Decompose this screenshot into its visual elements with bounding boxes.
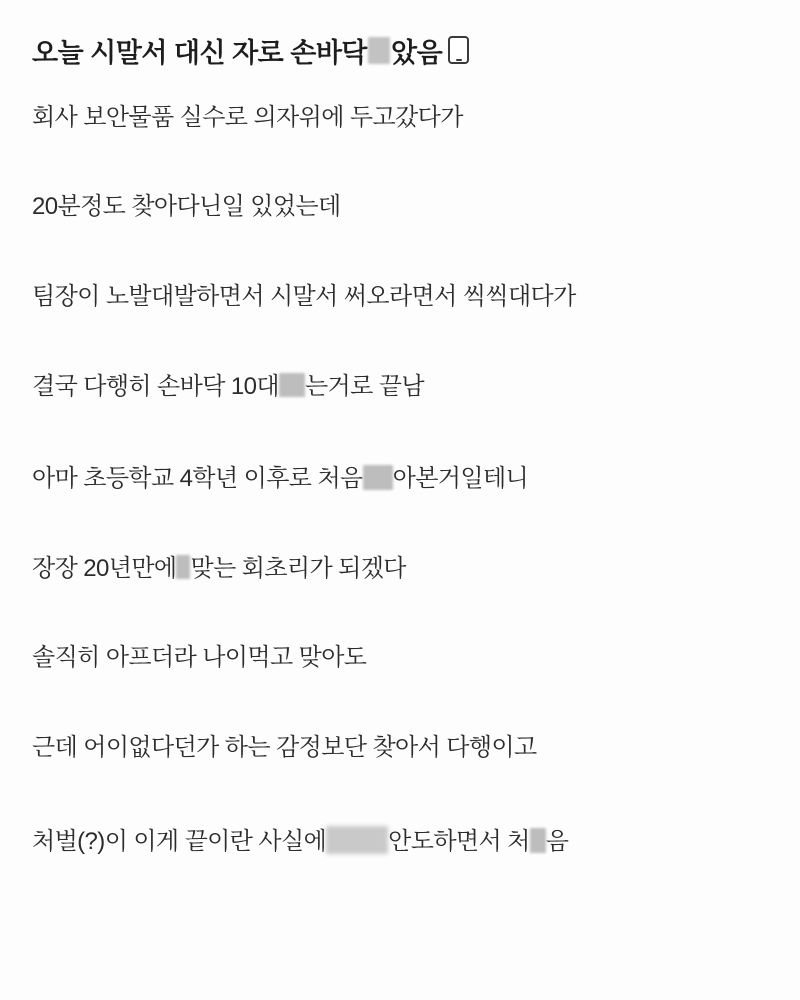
redaction-mask	[368, 37, 390, 64]
line-segment: 20분정도 찾아다닌일 있었는데	[32, 193, 341, 221]
line-segment: 안도하면서 처	[388, 828, 530, 856]
line-segment: 맞는 회초리가 되겠다	[190, 554, 406, 582]
body-text	[32, 102, 770, 859]
text-line	[32, 642, 770, 674]
line-segment: 결국 다행히 손바닥 10대	[32, 373, 279, 401]
text-line	[32, 281, 770, 313]
text-line	[32, 191, 770, 223]
page-title	[32, 28, 770, 72]
line-segment: 는거로 끝남	[304, 373, 424, 401]
line-segment: 아본거일테니	[392, 464, 529, 492]
text-line	[32, 732, 770, 764]
line-segment: 음	[545, 828, 569, 856]
text-line	[32, 821, 770, 858]
line-segment: 솔직히 아프더라 나이먹고 맞아도	[32, 644, 367, 672]
redaction-mask	[279, 373, 305, 397]
text-line	[32, 552, 770, 585]
text-line	[32, 370, 770, 403]
redaction-mask	[176, 555, 190, 579]
title-prefix: 오늘 시말서 대신 자로 손바닥	[32, 37, 367, 68]
line-segment: 장장 20년만에	[32, 554, 177, 582]
title-text	[32, 31, 469, 70]
redaction-mask	[363, 465, 393, 490]
redaction-mask	[530, 828, 546, 853]
line-segment: 아마 초등학교 4학년 이후로 처음	[32, 464, 363, 492]
line-segment: 처벌(?)이 이게 끝이란 사실에	[32, 828, 327, 856]
text-line	[32, 461, 770, 495]
line-segment: 근데 어이없다던가 하는 감정보단 찾아서 다행이고	[32, 733, 537, 761]
phone-icon	[448, 36, 469, 64]
line-segment: 회사 보안물품 실수로 의자위에 두고갔다가	[32, 104, 463, 131]
title-suffix: 았음	[391, 37, 443, 68]
text-line	[32, 102, 770, 134]
redaction-mask	[326, 826, 388, 854]
line-segment: 팀장이 노발대발하면서 시말서 써오라면서 씩씩대다가	[32, 282, 576, 310]
